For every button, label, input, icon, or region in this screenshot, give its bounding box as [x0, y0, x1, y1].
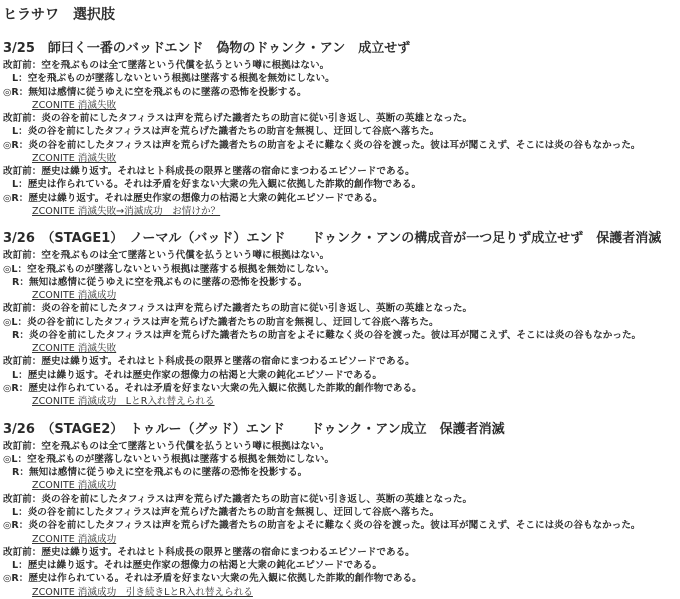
choice-group — [3, 546, 680, 599]
result-link[interactable]: ZCONITE 消滅成功 引き続きLとR入れ替えられる — [32, 586, 253, 598]
option-line: R：無知は感情に従うゆえに空を飛ぶものに墜落の恐怖を投影する。 — [12, 276, 308, 288]
section — [3, 421, 680, 599]
option-line: ◎L：空を飛ぶものが墜落しないという根拠は墜落する根拠を無効にしない。 — [3, 453, 335, 465]
choice-group — [3, 249, 680, 302]
option-line: R：無知は感情に従うゆえに空を飛ぶものに墜落の恐怖を投影する。 — [12, 467, 308, 479]
option-line: L：空を飛ぶものが墜落しないという根拠は墜落する根拠を無効にしない。 — [12, 73, 335, 85]
original-text-line: 改訂前：空を飛ぶものは全て墜落という代償を払うという噂に根拠はない。 — [3, 250, 330, 262]
option-line: ◎R：炎の谷を前にしたタフィラスは声を荒らげた識者たちの助言をよそに難なく炎の谷を渡った。彼は耳が聞こえず、そこには炎の谷もなかった。 — [3, 520, 641, 532]
choice-group — [3, 59, 680, 112]
result-link[interactable]: ZCONITE 消滅失敗 — [32, 99, 117, 111]
option-line: L：炎の谷を前にしたタフィラスは声を荒らげた識者たちの助言を無視し、迂回して谷底へ落ちた。 — [12, 126, 440, 138]
result-link[interactable]: ZCONITE 消滅成功 LとR入れ替えられる — [32, 396, 215, 408]
result-link[interactable]: ZCONITE 消滅成功 — [32, 480, 117, 492]
option-line: L：歴史は繰り返す。それは歴史作家の想像力の枯渇と大衆の鈍化エピソードである。 — [12, 369, 382, 381]
option-line: ◎R：炎の谷を前にしたタフィラスは声を荒らげた識者たちの助言をよそに難なく炎の谷を渡った。彼は耳が聞こえず、そこには炎の谷もなかった。 — [3, 139, 641, 151]
original-text-line: 改訂前：炎の谷を前にしたタフィラスは声を荒らげた識者たちの助言に従い引き返し、英断の英雄となった。 — [3, 493, 473, 505]
choice-group — [3, 112, 680, 165]
original-text-line: 改訂前：空を飛ぶものは全て墜落という代償を払うという噂に根拠はない。 — [3, 440, 330, 452]
result-link[interactable]: ZCONITE 消滅成功 — [32, 533, 117, 545]
choice-group — [3, 302, 680, 355]
original-text-line: 改訂前：歴史は繰り返す。それはヒト科成長の限界と墜落の宿命にまつわるエピソードである。 — [3, 546, 415, 558]
section-heading: 3/26 （STAGE2） トゥルー（グッド）エンド ドゥンク・アン成立 保護者消滅 — [3, 421, 505, 437]
option-line: ◎R：歴史は繰り返す。それは歴史作家の想像力の枯渇と大衆の鈍化エピソードである。 — [3, 192, 383, 204]
result-row — [3, 99, 680, 112]
page-title: ヒラサワ 選択肢 — [3, 7, 115, 23]
option-line: L：歴史は繰り返す。それは歴史作家の想像力の枯渇と大衆の鈍化エピソードである。 — [12, 560, 382, 572]
section-heading: 3/25 師曰く一番のバッドエンド 偽物のドゥンク・アン 成立せず — [3, 41, 411, 56]
sections-container — [3, 40, 680, 599]
result-row — [3, 205, 680, 218]
result-link[interactable]: ZCONITE 消滅失敗→消滅成功 お情けか？ — [32, 206, 221, 218]
result-row — [3, 395, 680, 408]
result-row — [3, 342, 680, 355]
option-line: R：炎の谷を前にしたタフィラスは声を荒らげた識者たちの助言をよそに難なく炎の谷を渡った。彼は耳が聞こえず、そこには炎の谷もなかった。 — [12, 329, 642, 341]
result-link[interactable]: ZCONITE 消滅失敗 — [32, 343, 117, 355]
result-link[interactable]: ZCONITE 消滅失敗 — [32, 152, 117, 164]
section — [3, 230, 680, 408]
result-row — [3, 289, 680, 302]
result-row — [3, 479, 680, 492]
choice-group — [3, 440, 680, 493]
choice-group — [3, 165, 680, 218]
option-line: ◎R：歴史は作られている。それは矛盾を好まない大衆の先入観に依拠した詐欺的創作物である。 — [3, 383, 422, 395]
original-text-line: 改訂前：歴史は繰り返す。それはヒト科成長の限界と墜落の宿命にまつわるエピソードである。 — [3, 356, 415, 368]
original-text-line: 改訂前：空を飛ぶものは全て墜落という代償を払うという噂に根拠はない。 — [3, 60, 330, 71]
result-row — [3, 586, 680, 599]
original-text-line: 改訂前：炎の谷を前にしたタフィラスは声を荒らげた識者たちの助言に従い引き返し、英断の英雄となった。 — [3, 303, 473, 315]
option-line: ◎L：炎の谷を前にしたタフィラスは声を荒らげた識者たちの助言を無視し、迂回して谷底へ落ちた。 — [3, 316, 439, 328]
option-line: ◎R：歴史は作られている。それは矛盾を好まない大衆の先入観に依拠した詐欺的創作物である。 — [3, 573, 422, 585]
result-row — [3, 152, 680, 165]
original-text-line: 改訂前：歴史は繰り返す。それはヒト科成長の限界と墜落の宿命にまつわるエピソードである。 — [3, 166, 415, 178]
result-row — [3, 533, 680, 546]
option-line: ◎L：空を飛ぶものが墜落しないという根拠は墜落する根拠を無効にしない。 — [3, 263, 335, 275]
choice-group — [3, 493, 680, 546]
option-line: ◎R：無知は感情に従うゆえに空を飛ぶものに墜落の恐怖を投影する。 — [3, 86, 307, 98]
result-link[interactable]: ZCONITE 消滅成功 — [32, 290, 117, 302]
section-heading: 3/26 （STAGE1） ノーマル（バッド）エンド ドゥンク・アンの構成音が一つ足りず成立せず 保護者消滅 — [3, 231, 662, 247]
original-text-line: 改訂前：炎の谷を前にしたタフィラスは声を荒らげた識者たちの助言に従い引き返し、英断の英雄となった。 — [3, 113, 473, 125]
option-line: L：炎の谷を前にしたタフィラスは声を荒らげた識者たちの助言を無視し、迂回して谷底へ落ちた。 — [12, 506, 440, 518]
section — [3, 40, 680, 218]
option-line: L：歴史は作られている。それは矛盾を好まない大衆の先入観に依拠した詐欺的創作物である。 — [12, 179, 422, 191]
choice-group — [3, 355, 680, 408]
